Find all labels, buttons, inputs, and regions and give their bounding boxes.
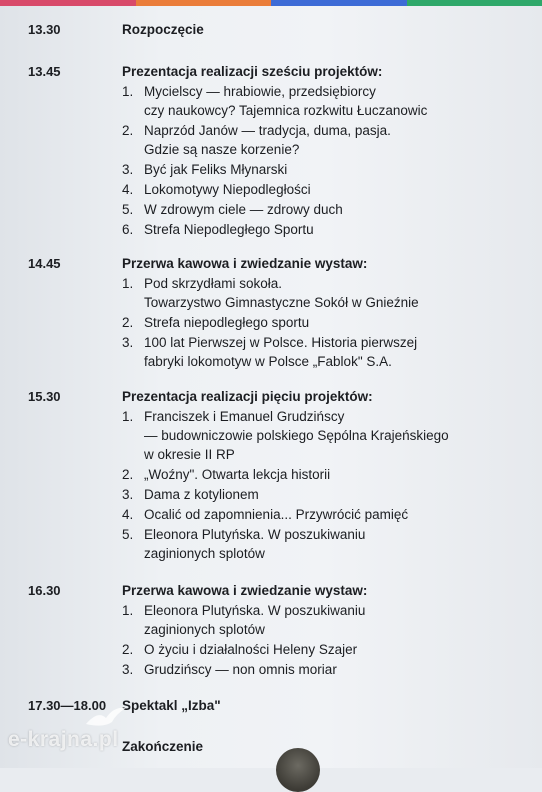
- entry-time: 13.45: [28, 62, 61, 81]
- item-number: 3.: [122, 660, 133, 679]
- list-item: [122, 601, 522, 639]
- item-number: 5.: [122, 200, 133, 219]
- item-number: 1.: [122, 407, 133, 426]
- item-text-line: Eleonora Plutyńska. W poszukiwaniu: [144, 601, 522, 620]
- list-item: [122, 121, 522, 159]
- item-number: 2.: [122, 121, 133, 140]
- entry-title: Przerwa kawowa i zwiedzanie wystaw:: [122, 254, 367, 273]
- item-text-line: Gdzie są nasze korzenie?: [144, 140, 522, 159]
- item-text-line: czy naukowcy? Tajemnica rozkwitu Łuczanowic: [144, 101, 522, 120]
- watermark-text: e-krajna.pl: [8, 728, 119, 752]
- entry-time: 13.30: [28, 20, 61, 39]
- entry-title: Prezentacja realizacji sześciu projektów:: [122, 62, 382, 81]
- item-number: 6.: [122, 220, 133, 239]
- item-text-line: Mycielscy — hrabiowie, przedsiębiorcy: [144, 82, 522, 101]
- item-text-line: Strefa niepodległego sportu: [144, 313, 522, 332]
- list-item: [122, 333, 522, 371]
- item-number: 4.: [122, 180, 133, 199]
- item-number: 3.: [122, 333, 133, 352]
- item-text-line: O życiu i działalności Heleny Szajer: [144, 640, 522, 659]
- item-text-line: Franciszek i Emanuel Grudzińscy: [144, 407, 522, 426]
- item-text-line: Ocalić od zapomnienia... Przywrócić pamięć: [144, 505, 522, 524]
- item-text-line: Pod skrzydłami sokoła.: [144, 274, 522, 293]
- item-number: 2.: [122, 640, 133, 659]
- item-text-line: Strefa Niepodległego Sportu: [144, 220, 522, 239]
- punch-hole: [276, 748, 320, 792]
- schedule-page: [0, 6, 542, 768]
- item-text-line: Eleonora Plutyńska. W poszukiwaniu: [144, 525, 522, 544]
- list-item: [122, 465, 522, 484]
- entry-title: Zakończenie: [122, 737, 203, 756]
- list-item: [122, 313, 522, 332]
- item-number: 5.: [122, 525, 133, 544]
- item-text-line: zaginionych splotów: [144, 620, 522, 639]
- item-number: 4.: [122, 505, 133, 524]
- list-item: [122, 82, 522, 120]
- item-text-line: W zdrowym ciele — zdrowy duch: [144, 200, 522, 219]
- list-item: [122, 200, 522, 219]
- item-number: 1.: [122, 82, 133, 101]
- item-text-line: Grudzińscy — non omnis moriar: [144, 660, 522, 679]
- entry-title: Spektakl „Izba": [122, 696, 221, 715]
- entry-title: Prezentacja realizacji pięciu projektów:: [122, 387, 373, 406]
- list-item: [122, 220, 522, 239]
- item-list: [122, 274, 522, 372]
- list-item: [122, 525, 522, 563]
- item-text-line: — budowniczowie polskiego Sępólna Krajeńskiego: [144, 426, 522, 445]
- entry-title: Rozpoczęcie: [122, 20, 204, 39]
- list-item: [122, 160, 522, 179]
- item-number: 1.: [122, 274, 133, 293]
- item-text-line: fabryki lokomotyw w Polsce „Fablok" S.A.: [144, 352, 522, 371]
- list-item: [122, 660, 522, 679]
- entry-time: 14.45: [28, 254, 61, 273]
- entry-time: 15.30: [28, 387, 61, 406]
- list-item: [122, 485, 522, 504]
- entry-time: 16.30: [28, 581, 61, 600]
- item-number: 3.: [122, 485, 133, 504]
- item-number: 2.: [122, 465, 133, 484]
- item-text-line: Naprzód Janów — tradycja, duma, pasja.: [144, 121, 522, 140]
- item-text-line: „Woźny". Otwarta lekcja historii: [144, 465, 522, 484]
- item-text-line: Towarzystwo Gimnastyczne Sokół w Gnieźnie: [144, 293, 522, 312]
- entry-time: 17.30—18.00: [28, 696, 106, 715]
- item-text-line: w okresie II RP: [144, 445, 522, 464]
- item-text-line: Dama z kotylionem: [144, 485, 522, 504]
- item-text-line: Lokomotywy Niepodległości: [144, 180, 522, 199]
- item-number: 2.: [122, 313, 133, 332]
- item-list: [122, 82, 522, 240]
- list-item: [122, 407, 522, 464]
- item-list: [122, 407, 522, 564]
- item-number: 1.: [122, 601, 133, 620]
- item-text-line: Być jak Feliks Młynarski: [144, 160, 522, 179]
- entry-title: Przerwa kawowa i zwiedzanie wystaw:: [122, 581, 367, 600]
- list-item: [122, 274, 522, 312]
- item-list: [122, 601, 522, 680]
- item-text-line: 100 lat Pierwszej w Polsce. Historia pierwszej: [144, 333, 522, 352]
- item-text-line: zaginionych splotów: [144, 544, 522, 563]
- item-number: 3.: [122, 160, 133, 179]
- list-item: [122, 640, 522, 659]
- list-item: [122, 180, 522, 199]
- list-item: [122, 505, 522, 524]
